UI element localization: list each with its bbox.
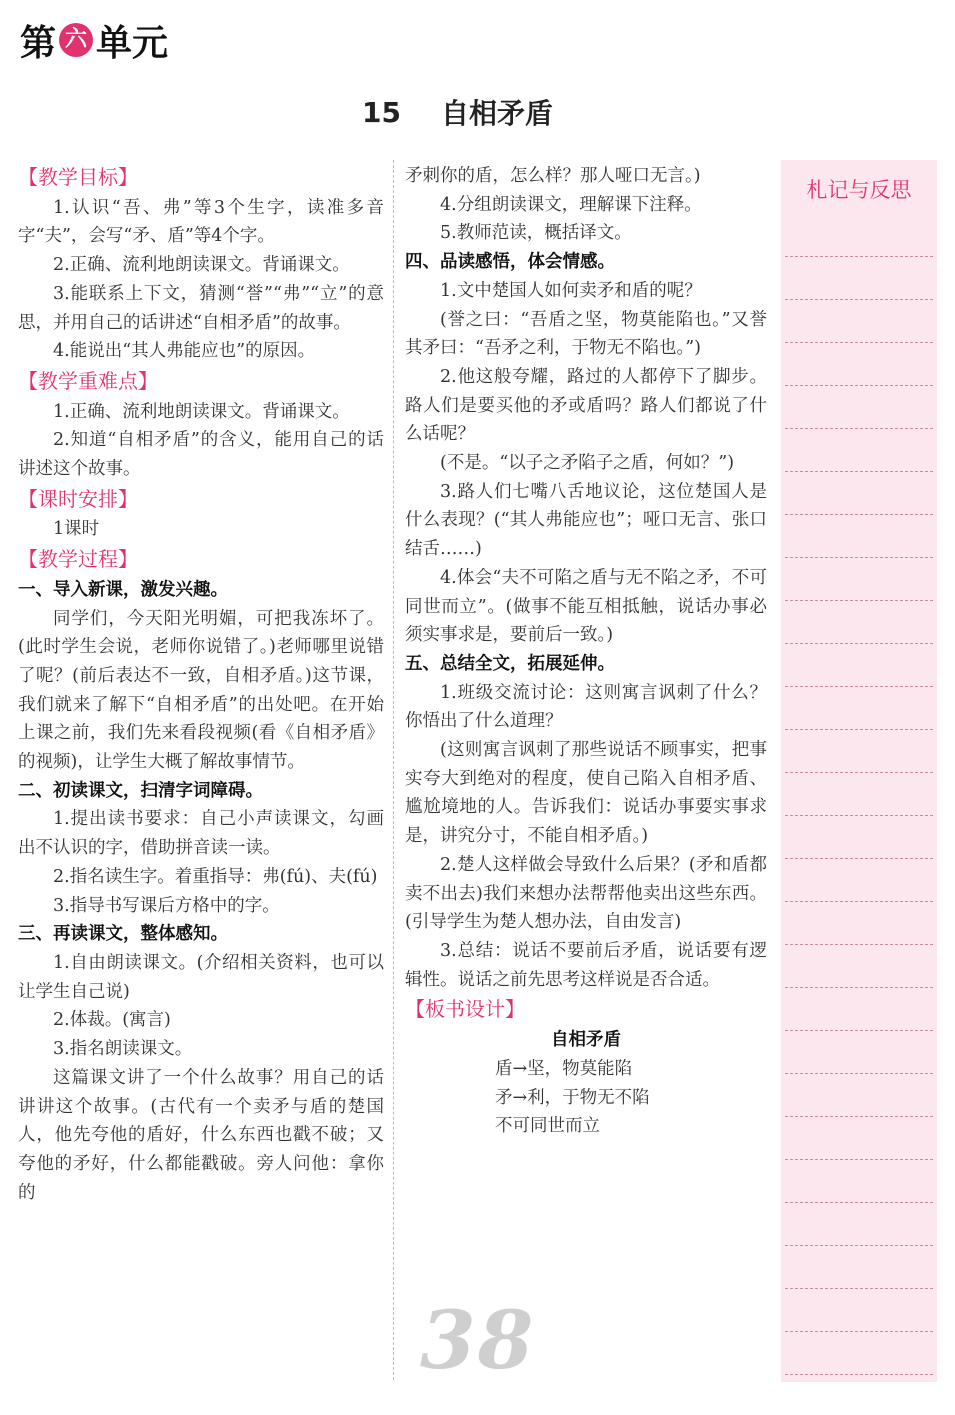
notes-rule-line (785, 773, 933, 816)
schedule-text: 1课时 (53, 519, 100, 540)
notes-rule-line (785, 429, 933, 472)
board-line: 矛→利，于物无不陷 (495, 1087, 650, 1108)
paragraph: 4.分组朗读课文，理解课下注释。 (440, 194, 702, 215)
board-line: 不可同世而立 (495, 1116, 600, 1137)
step-heading: 四、品读感悟，体会情感。 (405, 252, 615, 273)
notes-rule-line (785, 343, 933, 386)
left-column (18, 162, 384, 1207)
section-goals-heading: 【教学目标】 (18, 165, 138, 189)
answer: (这则寓言讽刺了那些说话不顾事实，把事实夸大到绝对的程度，使自己陷入自相矛盾、尴尬境地的人。告诉我们：说话办事要实事求是，讲究分寸，不能自相矛盾。) (405, 740, 767, 847)
paragraph: 1.提出读书要求：自己小声读课文，勾画出不认识的字，借助拼音读一读。 (18, 809, 384, 859)
notes-lines (781, 214, 937, 1375)
keypoint-item: 2.知道“自相矛盾”的含义，能用自己的话讲述这个故事。 (18, 430, 384, 480)
lesson-name: 自相矛盾 (440, 97, 553, 130)
notes-rule-line (785, 300, 933, 343)
notes-rule-line (785, 644, 933, 687)
notes-rule-line (785, 558, 933, 601)
notes-rule-line (785, 687, 933, 730)
right-column (405, 162, 767, 1141)
section-keypoints-heading: 【教学重难点】 (18, 368, 158, 393)
notes-rule-line (785, 386, 933, 429)
unit-prefix: 第 (20, 22, 57, 64)
step-heading: 二、初读课文，扫清字词障碍。 (18, 780, 263, 801)
paragraph: 3.指名朗读课文。 (53, 1039, 193, 1060)
notes-rule-line (785, 1031, 933, 1074)
board-title: 自相矛盾 (551, 1030, 621, 1051)
goal-item: 3.能联系上下文，猜测“誉”“弗”“立”的意思，并用自己的话讲述“自相矛盾”的故事。 (18, 283, 384, 333)
notes-rule-line (785, 601, 933, 644)
notes-rule-line (785, 472, 933, 515)
notes-rule-line (785, 730, 933, 773)
question: 3.路人们七嘴八舌地议论，这位楚国人是什么表现？(“其人弗能应也”；哑口无言、张口结舌……) (405, 481, 767, 560)
notes-rule-line (785, 257, 933, 300)
notes-rule-line (785, 1203, 933, 1246)
notes-rule-line (785, 1289, 933, 1332)
question: 1.班级交流讨论：这则寓言讽刺了什么？你悟出了什么道理？ (405, 682, 767, 732)
notes-rule-line (785, 1246, 933, 1289)
section-schedule-heading: 【课时安排】 (18, 486, 138, 511)
paragraph: 2.指名读生字。着重指导：弗(fú)、夫(fú) (53, 866, 378, 887)
answer: (不是。“以子之矛陷子之盾，何如？”) (440, 453, 735, 474)
notes-rule-line (785, 945, 933, 988)
lesson-number: 15 (362, 95, 401, 129)
notes-rule-line (785, 1117, 933, 1160)
unit-heading (20, 18, 168, 62)
unit-number-badge: 六 (59, 23, 93, 57)
notes-rule-line (785, 1160, 933, 1203)
page-number: 38 (420, 1293, 536, 1387)
paragraph: 同学们，今天阳光明媚，可把我冻坏了。(此时学生会说，老师你说错了。)老师哪里说错了呢？(前后表达不一致，自相矛盾。)这节课，我们就来了解下“自相矛盾”的出处吧。在开始上课之前，我们先来看段视频(看《自相矛盾》的视频)，让学生大概了解故事情节。 (18, 608, 384, 773)
paragraph: 5.教师范读，概括译文。 (440, 223, 632, 244)
keypoint-item: 1.正确、流利地朗读课文。背诵课文。 (53, 401, 350, 422)
paragraph: 2.体裁。(寓言) (53, 1010, 171, 1031)
step-heading: 一、导入新课，激发兴趣。 (18, 579, 228, 600)
goal-item: 4.能说出“其人弗能应也”的原因。 (53, 341, 316, 362)
paragraph: 1.自由朗读课文。(介绍相关资料，也可以让学生自己说) (18, 952, 384, 1002)
notes-title: 札记与反思 (806, 178, 912, 202)
paragraph: 3.指导书写课后方格中的字。 (53, 895, 280, 916)
section-board-heading: 【板书设计】 (405, 997, 525, 1022)
answer: (誉之曰：“吾盾之坚，物莫能陷也。”又誉其矛曰：“吾矛之利，于物无不陷也。”) (405, 309, 767, 359)
lesson-title (362, 92, 553, 132)
notes-rule-line (785, 902, 933, 945)
notes-rule-line (785, 1332, 933, 1375)
column-divider (393, 160, 394, 1380)
notes-rule-line (785, 988, 933, 1031)
question: 3.总结：说话不要前后矛盾，说话要有逻辑性。说话之前先思考这样说是否合适。 (405, 940, 767, 990)
unit-suffix: 单元 (96, 22, 169, 64)
notes-rule-line (785, 214, 933, 257)
paragraph: 这篇课文讲了一个什么故事？用自己的话讲讲这个故事。(古代有一个卖矛与盾的楚国人，他先夸他的盾好，什么东西也戳不破；又夸他的矛好，什么都能戳破。旁人问他：拿你的 (18, 1067, 384, 1203)
paragraph: 矛刺你的盾，怎么样？那人哑口无言。) (405, 166, 701, 186)
question: 2.楚人这样做会导致什么后果？(矛和盾都卖不出去)我们来想办法帮帮他卖出这些东西。(引导学生为楚人想办法，自由发言) (405, 854, 767, 933)
question: 4.体会“夫不可陷之盾与无不陷之矛，不可同世而立”。(做事不能互相抵触，说话办事必须实事求是，要前后一致。) (405, 567, 767, 646)
step-heading: 三、再读课文，整体感知。 (18, 924, 228, 945)
notes-rule-line (785, 859, 933, 902)
question: 2.他这般夸耀，路过的人都停下了脚步。路人们是要买他的矛或盾吗？路人们都说了什么话呢？ (405, 366, 767, 445)
goal-item: 2.正确、流利地朗读课文。背诵课文。 (53, 255, 350, 276)
goal-item: 1.认识“吾、弗”等3个生字，读准多音字“夫”，会写“矛、盾”等4个字。 (18, 197, 384, 247)
notes-rule-line (785, 816, 933, 859)
board-line: 盾→坚，物莫能陷 (495, 1058, 633, 1079)
notes-sidebar (781, 160, 937, 1382)
section-process-heading: 【教学过程】 (18, 547, 138, 572)
step-heading: 五、总结全文，拓展延伸。 (405, 653, 615, 674)
notes-rule-line (785, 515, 933, 558)
question: 1.文中楚国人如何卖矛和盾的呢？ (440, 280, 702, 301)
notes-rule-line (785, 1074, 933, 1117)
